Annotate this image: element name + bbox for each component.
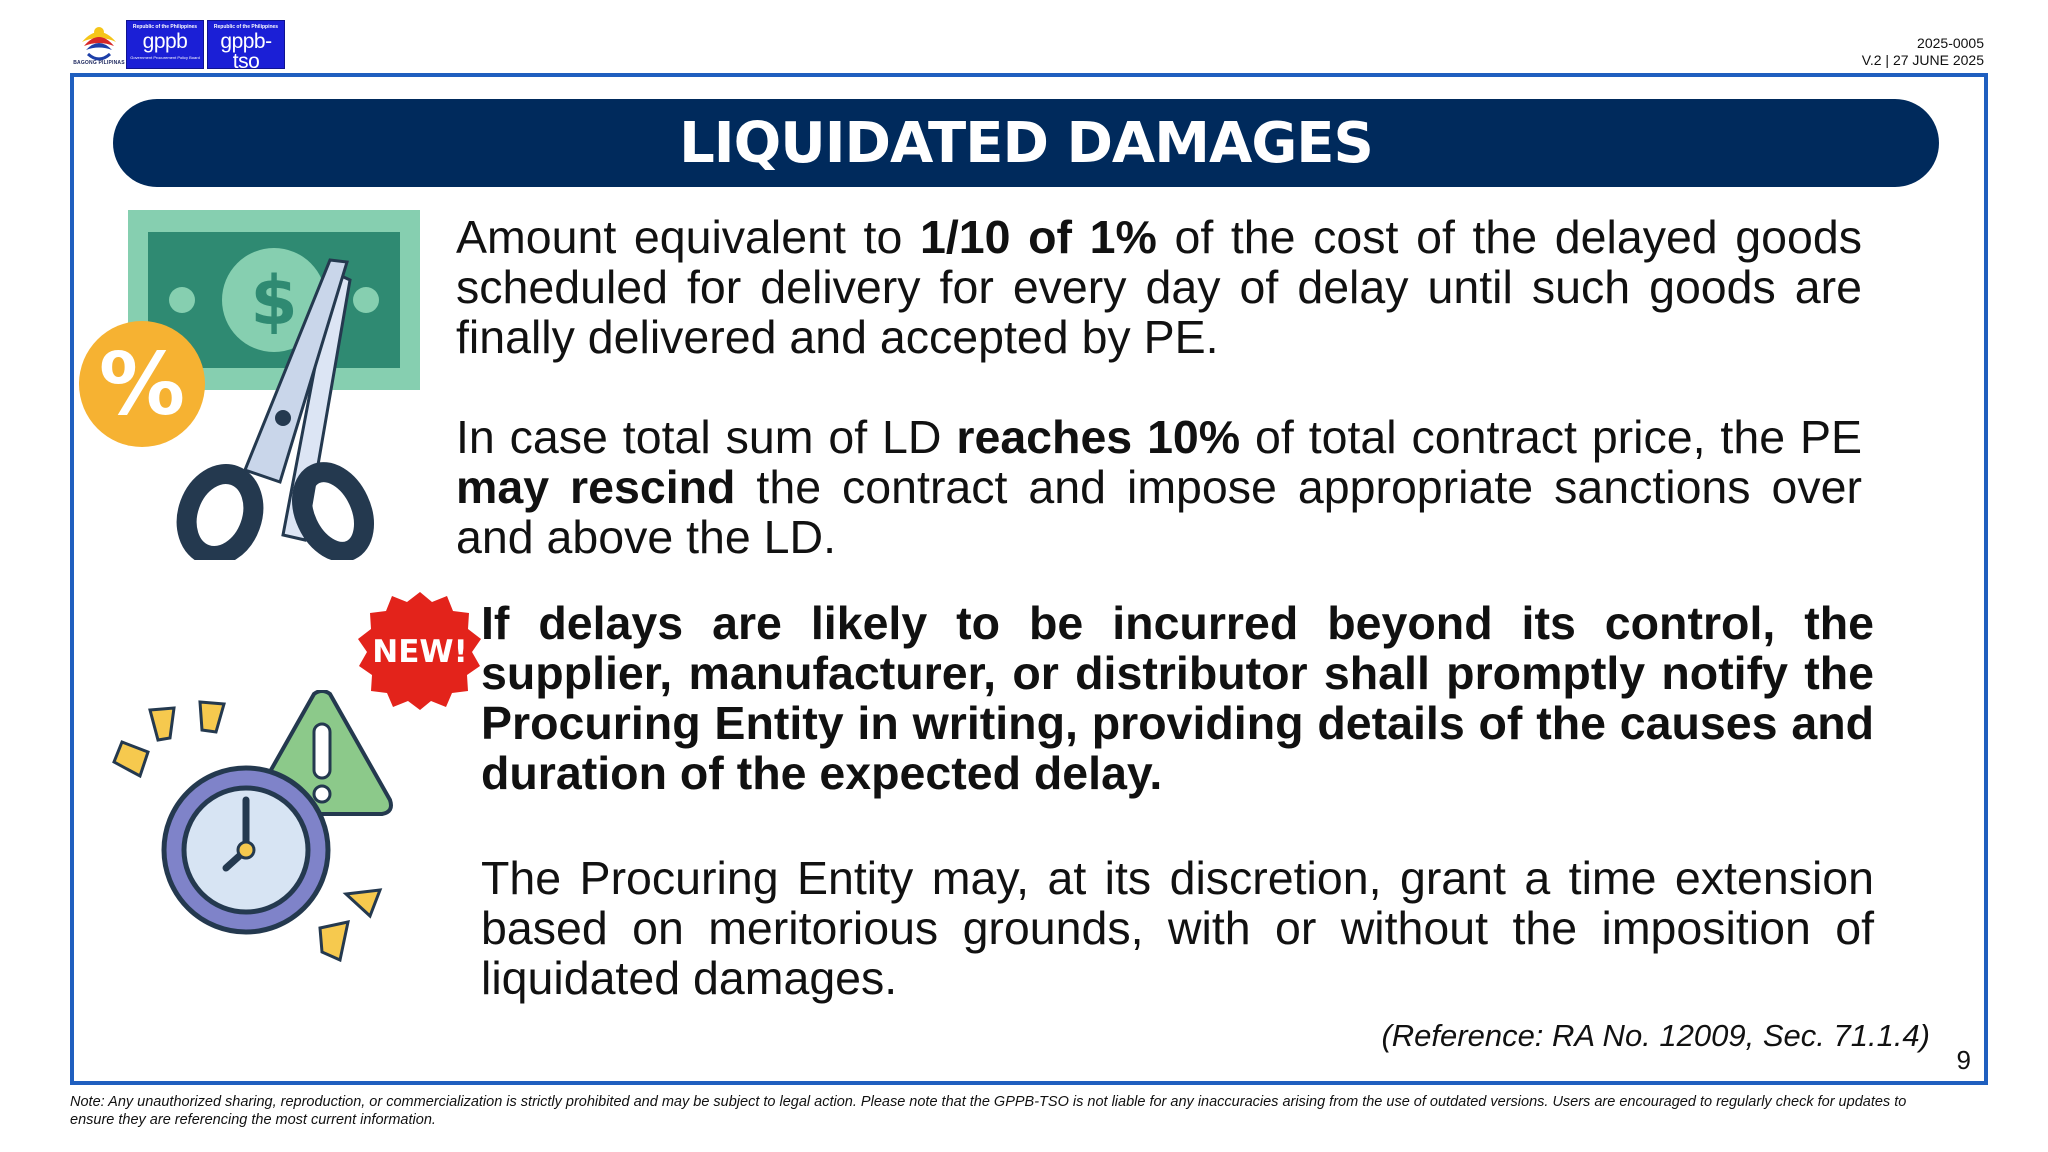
title-bar bbox=[113, 99, 1939, 187]
gppb-logo bbox=[126, 20, 204, 69]
paragraph-emphasis: reaches 10% bbox=[956, 411, 1241, 463]
new-badge-label: NEW! bbox=[372, 634, 468, 670]
paragraph-text: of total contract price, the PE bbox=[1240, 411, 1862, 463]
seal-caption: BAGONG PILIPINAS bbox=[73, 60, 125, 66]
logo-mark: gppb-tso bbox=[220, 30, 272, 73]
paragraph-text: of the cost of the delayed goods scheduled for delivery for every day of delay until such goods are finally delivered and accepted by PE. bbox=[456, 211, 1862, 363]
legal-reference: (Reference: RA No. 12009, Sec. 71.1.4) bbox=[1381, 1018, 1930, 1053]
percent-badge-icon bbox=[79, 321, 205, 447]
paragraph-text: the contract and impose appropriate sanctions over and above the LD. bbox=[456, 461, 1862, 563]
logo-mark: gppb bbox=[142, 30, 188, 53]
paragraph-text: Amount equivalent to bbox=[456, 211, 920, 263]
slide-title: LIQUIDATED DAMAGES bbox=[679, 110, 1373, 176]
logo-republic-text: Republic of the Philippines bbox=[213, 24, 279, 30]
footer-disclaimer: Note: Any unauthorized sharing, reproduction, or commercialization is strictly prohibited and may be subject to legal action. Please note that the GPPB-TSO is not liable for any inaccuracies arising from the use of outdated versions. Users are encouraged to regularly check for updates to ensure they are referencing the most current information. bbox=[70, 1094, 1907, 1128]
paragraph-ld-amount bbox=[456, 212, 1862, 362]
paragraph-delay-notice: If delays are likely to be incurred beyond its control, the supplier, manufacturer, or distributor shall promptly notify the Procuring Entity in writing, providing details of the causes and duration of the expected delay. bbox=[481, 597, 1874, 799]
paragraph-time-extension: The Procuring Entity may, at its discretion, grant a time extension based on meritorious grounds, with or without the imposition of liquidated damages. bbox=[481, 852, 1874, 1004]
paragraph-emphasis: 1/10 of 1% bbox=[919, 211, 1157, 263]
clock-warning-illustration bbox=[108, 690, 398, 990]
document-version: V.2 | 27 JUNE 2025 bbox=[1861, 52, 1984, 68]
logo-fullname: Government Procurement Policy Board Technical Support Office bbox=[211, 75, 281, 85]
svg-text:%: % bbox=[98, 335, 186, 435]
paragraph-ld-rescind bbox=[456, 412, 1862, 562]
gppb-tso-logo bbox=[207, 20, 285, 85]
paragraph-emphasis: may rescind bbox=[456, 461, 736, 513]
money-cut-illustration bbox=[75, 200, 425, 560]
page-number: 9 bbox=[1956, 1045, 1971, 1075]
alarm-clock-icon bbox=[164, 768, 328, 932]
logo-republic-text: Republic of the Philippines bbox=[132, 24, 198, 30]
paragraph-text: In case total sum of LD bbox=[456, 411, 957, 463]
document-meta bbox=[1862, 35, 1984, 69]
logo-fullname: Government Procurement Policy Board bbox=[130, 55, 200, 60]
svg-text:$: $ bbox=[250, 262, 298, 341]
document-number: 2025-0005 bbox=[1917, 35, 1984, 51]
